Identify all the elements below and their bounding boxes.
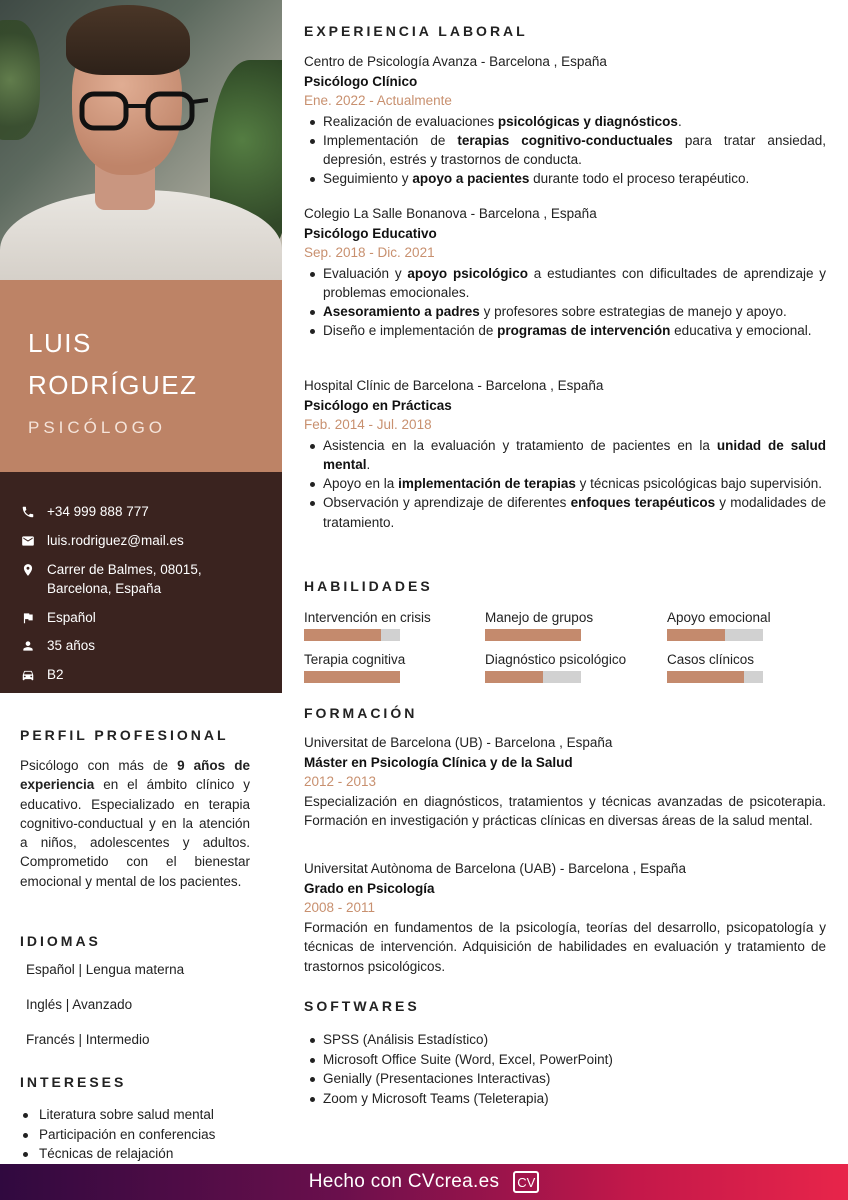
job-role: Psicólogo Clínico — [304, 73, 418, 89]
job-bullet: Seguimiento y apoyo a pacientes durante todo el proceso terapéutico. — [304, 169, 826, 188]
skill-item — [485, 609, 655, 641]
education-degree: Grado en Psicología — [304, 880, 435, 896]
job-bullet: Realización de evaluaciones psicológicas y diagnósticos. — [304, 112, 826, 131]
skill-label: Terapia cognitiva — [304, 652, 406, 667]
person-icon — [20, 636, 36, 655]
skills-heading: HABILIDADES — [304, 578, 433, 594]
contact-nationality — [20, 608, 96, 627]
job-org: Colegio La Salle Bonanova - Barcelona , España — [304, 206, 597, 221]
job-bullet: Diseño e implementación de programas de intervención educativa y emocional. — [304, 321, 826, 340]
languages-heading: IDIOMAS — [20, 933, 101, 949]
car-icon — [20, 665, 36, 684]
education-entry — [304, 733, 826, 831]
education-org: Universitat de Barcelona (UB) - Barcelona , España — [304, 735, 613, 750]
email-text: luis.rodriguez@mail.es — [47, 533, 184, 548]
phone-icon — [20, 502, 36, 521]
contact-age — [20, 636, 95, 655]
profile-text: Psicólogo con más de 9 años de experiencia en el ámbito clínico y educativo. Especializado en terapia cognitivo-conductual y en la atención a niños, adolescentes y adultos. Comprometido con el bienestar emocional y mental de los pacientes. — [20, 758, 250, 889]
skill-bar — [304, 671, 400, 683]
contact-address — [20, 560, 202, 598]
software-item: Microsoft Office Suite (Word, Excel, PowerPoint) — [304, 1050, 804, 1070]
skill-bar-fill — [485, 629, 581, 641]
flag-icon — [20, 608, 36, 627]
education-dates: 2008 - 2011 — [304, 900, 376, 915]
address-line-2: Barcelona, España — [47, 581, 162, 596]
skill-bar-fill — [304, 671, 400, 683]
job-org: Centro de Psicología Avanza - Barcelona , España — [304, 54, 607, 69]
skill-label: Apoyo emocional — [667, 610, 771, 625]
nationality-text: Español — [47, 610, 96, 625]
education-org: Universitat Autònoma de Barcelona (UAB) - Barcelona , España — [304, 861, 686, 876]
skill-label: Manejo de grupos — [485, 610, 594, 625]
skill-label: Diagnóstico psicológico — [485, 652, 627, 667]
skill-item — [485, 651, 655, 683]
footer-text[interactable]: Hecho con CVcrea.es — [308, 1171, 500, 1192]
job-bullet: Evaluación y apoyo psicológico a estudiantes con dificultades de aprendizaje y problemas emocionales. — [304, 264, 826, 303]
job-bullet: Observación y aprendizaje de diferentes enfoques terapéuticos y modalidades de tratamiento. — [304, 493, 826, 532]
license-text: B2 — [47, 667, 64, 682]
contact-block — [0, 472, 282, 693]
age-text: 35 años — [47, 638, 96, 653]
job-bullets — [304, 264, 826, 341]
education-entry — [304, 859, 826, 976]
interest-item: Participación en conferencias — [20, 1125, 270, 1145]
language-item: Español | Lengua materna — [26, 962, 185, 977]
job-bullet: Implementación de terapias cognitivo-conductuales para tratar ansiedad, depresión, estrés y trastornos de conducta. — [304, 131, 826, 170]
skill-bar-fill — [667, 671, 744, 683]
footer-banner[interactable] — [0, 1164, 848, 1200]
education-heading: FORMACIÓN — [304, 705, 418, 721]
interests-heading: INTERESES — [20, 1074, 127, 1090]
skill-item — [667, 609, 837, 641]
skill-item — [304, 609, 474, 641]
job-entry — [304, 204, 826, 341]
job-bullet: Apoyo en la implementación de terapias y técnicas psicológicas bajo supervisión. — [304, 474, 826, 493]
education-dates: 2012 - 2013 — [304, 774, 377, 789]
skill-bar-fill — [304, 629, 381, 641]
job-role: Psicólogo en Prácticas — [304, 397, 452, 413]
glasses-shape — [74, 90, 208, 132]
job-role: Psicólogo Educativo — [304, 225, 437, 241]
education-degree: Máster en Psicología Clínica y de la Salud — [304, 754, 573, 770]
left-column — [0, 0, 282, 1164]
first-name: LUIS — [28, 328, 92, 358]
phone-text: +34 999 888 777 — [47, 504, 149, 519]
job-bullet: Asesoramiento a padres y profesores sobre estrategias de manejo y apoyo. — [304, 302, 826, 321]
skill-label: Casos clínicos — [667, 652, 755, 667]
cv-logo-icon: CV — [513, 1171, 539, 1193]
contact-email — [20, 531, 184, 550]
skill-bar — [667, 671, 763, 683]
job-bullet: Asistencia en la evaluación y tratamiento de pacientes en la unidad de salud mental. — [304, 436, 826, 475]
interest-item: Literatura sobre salud mental — [20, 1105, 270, 1125]
interests-list — [20, 1105, 270, 1164]
job-bullets — [304, 436, 826, 532]
software-item: Zoom y Microsoft Teams (Teleterapia) — [304, 1089, 804, 1109]
location-icon — [20, 560, 36, 579]
contact-phone — [20, 502, 149, 521]
job-dates: Feb. 2014 - Jul. 2018 — [304, 417, 432, 432]
job-entry — [304, 376, 826, 532]
software-item: SPSS (Análisis Estadístico) — [304, 1030, 804, 1050]
contact-license — [20, 665, 64, 684]
education-desc: Formación en fundamentos de la psicología, teorías del desarrollo, psicopatología y técnicas de intervención. Adquisición de habilidades en evaluación y tratamiento de trastornos psicológicos. — [304, 919, 826, 974]
skill-bar-fill — [485, 671, 543, 683]
job-dates: Ene. 2022 - Actualmente — [304, 93, 452, 108]
education-desc: Especialización en diagnósticos, tratamientos y técnicas avanzadas de psicoterapia. Formación en investigación y prácticas clínicas en diversas áreas de la salud mental. — [304, 793, 826, 828]
job-bullets — [304, 112, 826, 189]
interest-item: Técnicas de relajación — [20, 1144, 270, 1164]
language-item: Inglés | Avanzado — [26, 997, 133, 1012]
skill-bar — [667, 629, 763, 641]
skill-bar — [304, 629, 400, 641]
address-line-1: Carrer de Balmes, 08015, — [47, 562, 202, 577]
skill-item — [667, 651, 837, 683]
softwares-list — [304, 1030, 804, 1108]
skill-label: Intervención en crisis — [304, 610, 431, 625]
job-title: PSICÓLOGO — [28, 418, 167, 437]
profile-heading: PERFIL PROFESIONAL — [20, 727, 229, 743]
job-org: Hospital Clínic de Barcelona - Barcelona , España — [304, 378, 604, 393]
job-dates: Sep. 2018 - Dic. 2021 — [304, 245, 435, 260]
software-item: Genially (Presentaciones Interactivas) — [304, 1069, 804, 1089]
job-entry — [304, 52, 826, 189]
softwares-heading: SOFTWARES — [304, 998, 420, 1014]
skill-bar-fill — [667, 629, 725, 641]
skill-bar — [485, 629, 581, 641]
skill-item — [304, 651, 474, 683]
last-name: RODRÍGUEZ — [28, 370, 198, 400]
profile-photo — [0, 0, 282, 280]
name-block — [0, 280, 282, 472]
email-icon — [20, 531, 36, 550]
skill-bar — [485, 671, 581, 683]
experience-heading: EXPERIENCIA LABORAL — [304, 23, 528, 39]
language-item: Francés | Intermedio — [26, 1032, 150, 1047]
